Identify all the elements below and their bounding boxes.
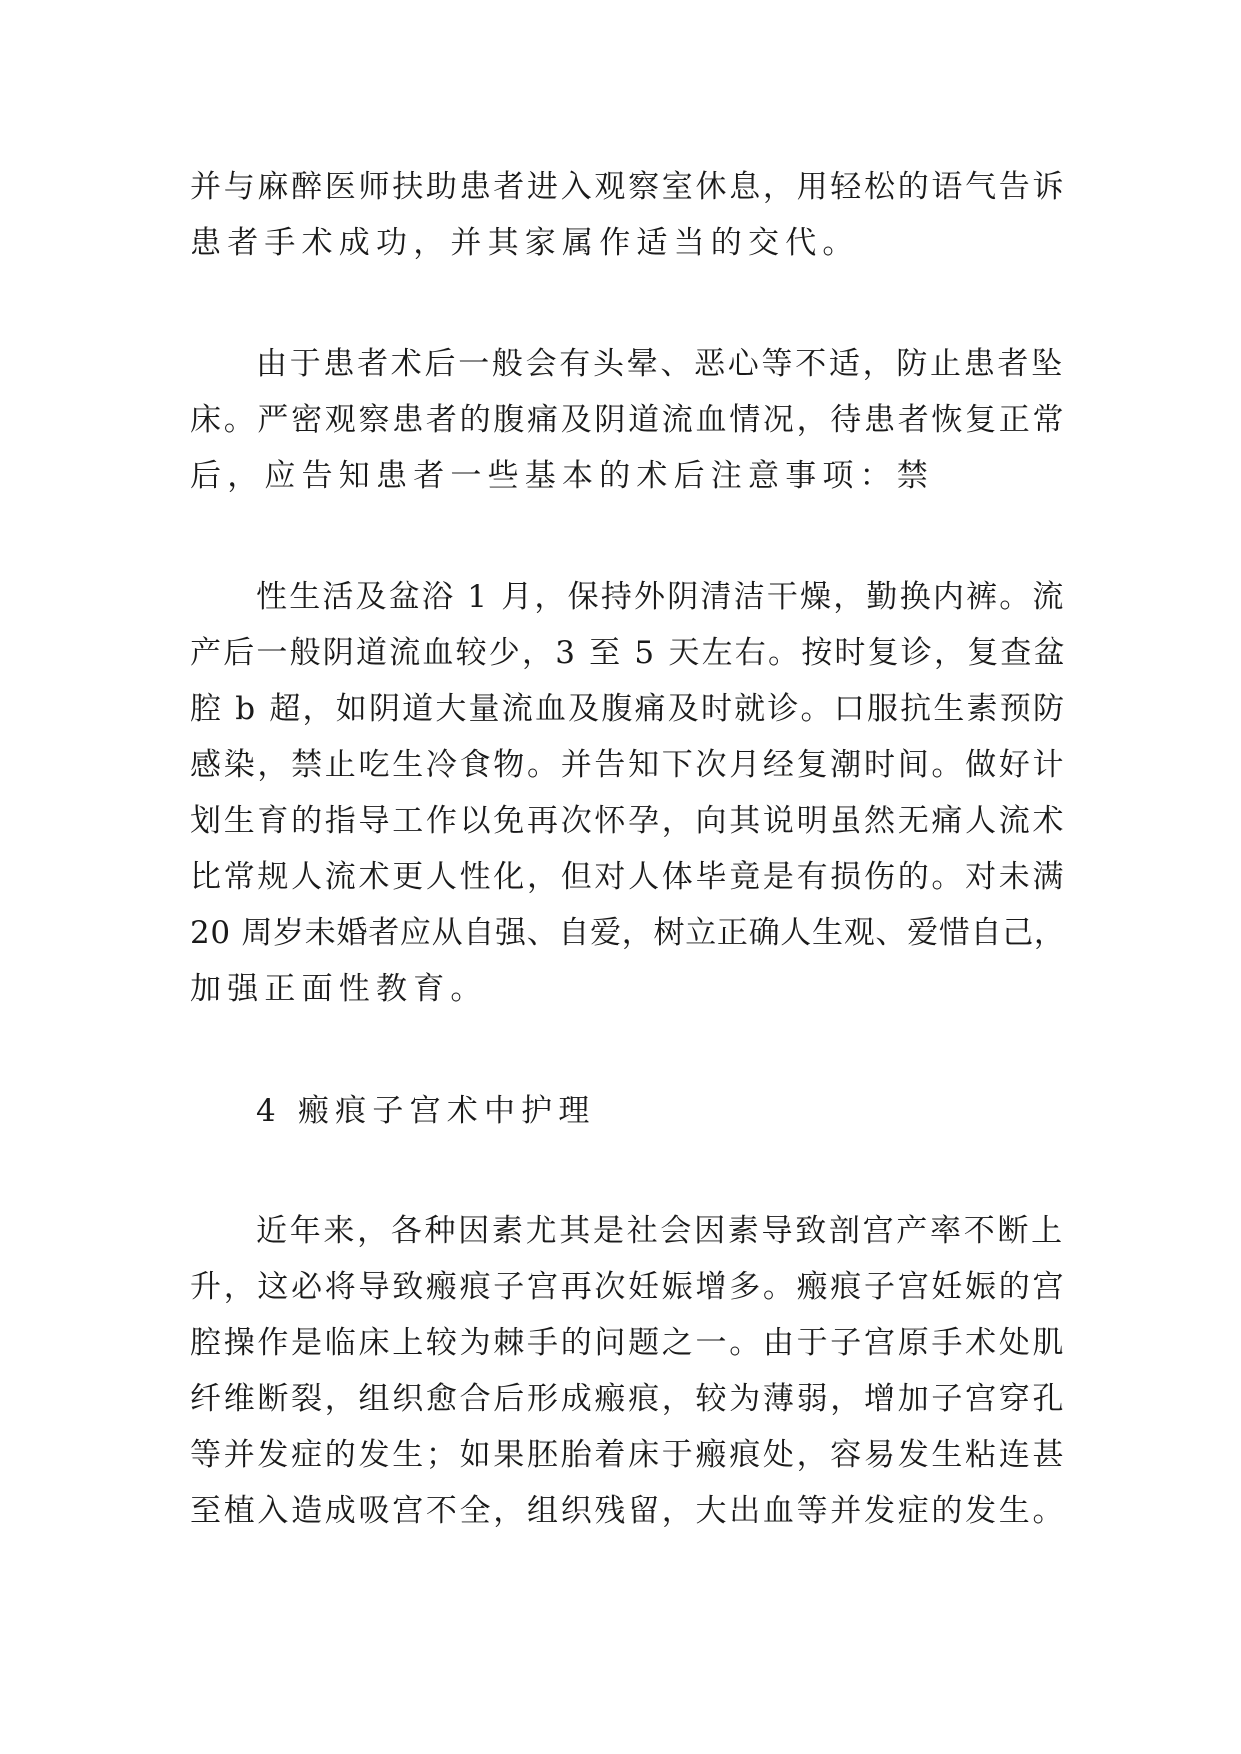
paragraph-line: 比常规人流术更人性化，但对人体毕竟是有损伤的。对未满 xyxy=(190,859,1067,895)
paragraph-line: 至植入造成吸宫不全，组织残留，大出血等并发症的发生。 xyxy=(190,1493,1067,1529)
paragraph-line: 近年来，各种因素尤其是社会因素导致剖宫产率不断上 xyxy=(256,1213,1065,1249)
section-heading-text: 4 瘢痕子宫术中护理 xyxy=(256,1093,596,1129)
paragraph-line: 由于患者术后一般会有头晕、恶心等不适，防止患者坠 xyxy=(256,346,1065,382)
paragraph-line: 升，这必将导致瘢痕子宫再次妊娠增多。瘢痕子宫妊娠的宫 xyxy=(190,1269,1067,1305)
paragraph-line: 加强正面性教育。 xyxy=(190,971,488,1007)
paragraph-line: 等并发症的发生；如果胚胎着床于瘢痕处，容易发生粘连甚 xyxy=(190,1437,1067,1473)
paragraph-line: 腔 b 超，如阴道大量流血及腹痛及时就诊。口服抗生素预防 xyxy=(190,691,1067,727)
paragraph-line: 腔操作是临床上较为棘手的问题之一。由于子宫原手术处肌 xyxy=(190,1325,1067,1361)
paragraph-line: 纤维断裂，组织愈合后形成瘢痕，较为薄弱，增加子宫穿孔 xyxy=(190,1381,1067,1417)
paragraph-line: 并与麻醉医师扶助患者进入观察室休息，用轻松的语气告诉 xyxy=(190,169,1067,205)
paragraph-line: 床。严密观察患者的腹痛及阴道流血情况，待患者恢复正常 xyxy=(190,402,1067,438)
paragraph-line: 感染，禁止吃生冷食物。并告知下次月经复潮时间。做好计 xyxy=(190,747,1067,783)
paragraph-line: 后，应告知患者一些基本的术后注意事项：禁 xyxy=(190,458,934,494)
paragraph-line: 划生育的指导工作以免再次怀孕，向其说明虽然无痛人流术 xyxy=(190,803,1067,839)
paragraph-line: 产后一般阴道流血较少，3 至 5 天左右。按时复诊，复查盆 xyxy=(190,635,1067,671)
paragraph-line: 性生活及盆浴 1 月，保持外阴清洁干燥，勤换内裤。流 xyxy=(256,579,1066,615)
paragraph-line: 患者手术成功，并其家属作适当的交代。 xyxy=(190,225,860,261)
paragraph-line: 20 周岁未婚者应从自强、自爱，树立正确人生观、爱惜自己， xyxy=(190,915,1066,951)
